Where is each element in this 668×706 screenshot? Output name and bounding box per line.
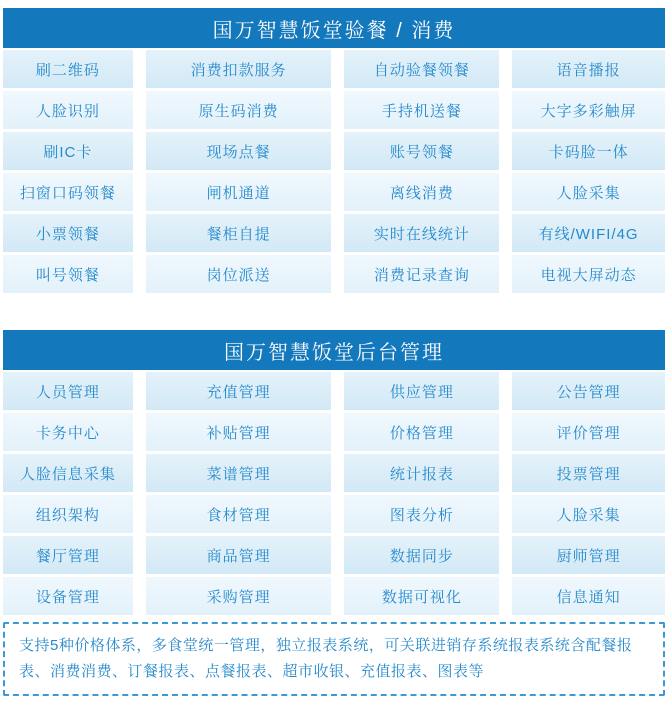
feature-cell: 离线消费: [344, 173, 499, 211]
feature-cell: 人脸采集: [512, 495, 665, 533]
note-text: 支持5种价格体系，多食堂统一管理，独立报表系统，可关联进销存系统报表系统含配餐报表、消费消费、订餐报表、点餐报表、超市收银、充值报表、图表等: [19, 637, 633, 680]
feature-cell: 食材管理: [146, 495, 332, 533]
feature-cell: 组织架构: [3, 495, 133, 533]
feature-cell: 数据可视化: [344, 577, 499, 615]
feature-cell: 叫号领餐: [3, 255, 133, 293]
feature-cell: 语音播报: [512, 50, 665, 88]
feature-cell: 厨师管理: [512, 536, 665, 574]
feature-cell: 电视大屏动态: [512, 255, 665, 293]
feature-cell: 大字多彩触屏: [512, 91, 665, 129]
feature-cell: 人员管理: [3, 372, 133, 410]
feature-cell: 菜谱管理: [146, 454, 332, 492]
feature-cell: 刷二维码: [3, 50, 133, 88]
feature-cell: 小票领餐: [3, 214, 133, 252]
feature-cell: 投票管理: [512, 454, 665, 492]
feature-cell: 岗位派送: [146, 255, 332, 293]
feature-cell: 补贴管理: [146, 413, 332, 451]
note-box: [3, 622, 665, 696]
feature-cell: 价格管理: [344, 413, 499, 451]
feature-cell: 餐厅管理: [3, 536, 133, 574]
feature-cell: 刷IC卡: [3, 132, 133, 170]
feature-cell: 设备管理: [3, 577, 133, 615]
feature-cell: 自动验餐领餐: [344, 50, 499, 88]
feature-cell: 人脸采集: [512, 173, 665, 211]
feature-cell: 人脸识别: [3, 91, 133, 129]
feature-cell: 统计报表: [344, 454, 499, 492]
feature-grid: [3, 372, 665, 615]
feature-cell: 商品管理: [146, 536, 332, 574]
feature-cell: 手持机送餐: [344, 91, 499, 129]
feature-cell: 消费记录查询: [344, 255, 499, 293]
feature-cell: 闸机通道: [146, 173, 332, 211]
feature-cell: 数据同步: [344, 536, 499, 574]
feature-cell: 卡务中心: [3, 413, 133, 451]
feature-cell: 卡码脸一体: [512, 132, 665, 170]
table-title-verify-consume: 国万智慧饭堂验餐 / 消费: [3, 8, 665, 48]
feature-cell: 充值管理: [146, 372, 332, 410]
feature-cell: 账号领餐: [344, 132, 499, 170]
feature-cell: 评价管理: [512, 413, 665, 451]
feature-cell: 原生码消费: [146, 91, 332, 129]
feature-cell: 餐柜自提: [146, 214, 332, 252]
verify-consume-table: [3, 8, 665, 293]
feature-cell: 公告管理: [512, 372, 665, 410]
feature-cell: 供应管理: [344, 372, 499, 410]
backend-management-table: [3, 330, 665, 615]
feature-cell: 人脸信息采集: [3, 454, 133, 492]
feature-cell: 信息通知: [512, 577, 665, 615]
feature-cell: 消费扣款服务: [146, 50, 332, 88]
table-title-backend-management: 国万智慧饭堂后台管理: [3, 330, 665, 370]
feature-cell: 采购管理: [146, 577, 332, 615]
feature-cell: 有线/WIFI/4G: [512, 214, 665, 252]
feature-cell: 实时在线统计: [344, 214, 499, 252]
feature-cell: 扫窗口码领餐: [3, 173, 133, 211]
feature-cell: 现场点餐: [146, 132, 332, 170]
feature-cell: 图表分析: [344, 495, 499, 533]
feature-grid: [3, 50, 665, 293]
